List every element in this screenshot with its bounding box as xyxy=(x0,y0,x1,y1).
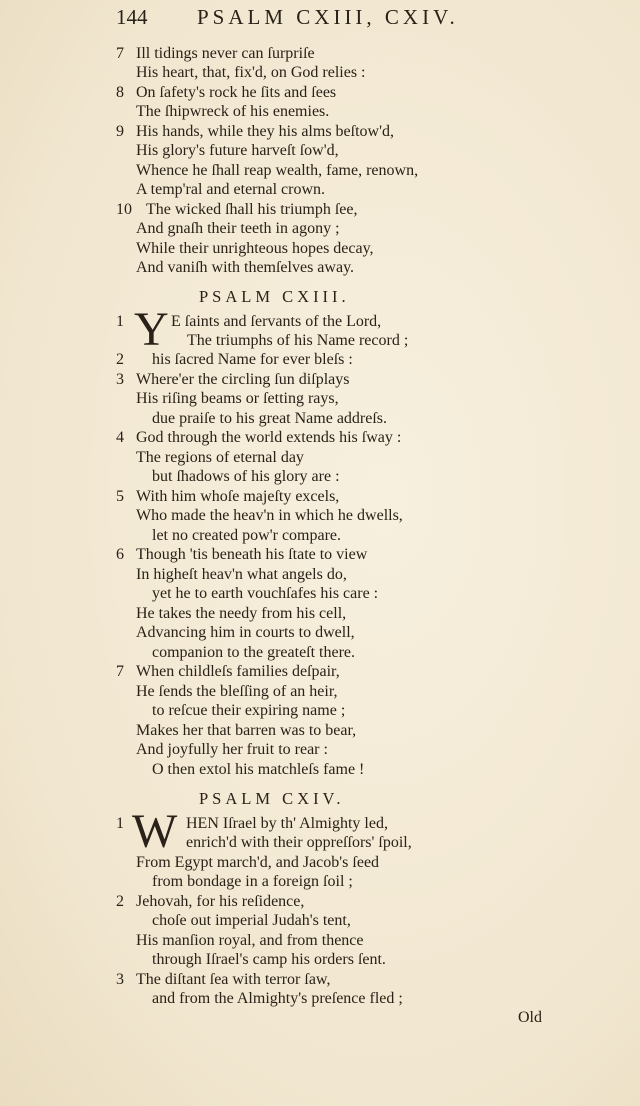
verse-line: The diſtant ſea with terror ſaw, xyxy=(136,971,331,988)
verse-line: let no created pow'r compare. xyxy=(152,527,342,544)
verse-line: Makes her that barren was to bear, xyxy=(136,722,357,739)
verse-number: 2 xyxy=(116,351,124,368)
verse-line: Jehovah, for his reſidence, xyxy=(136,893,305,910)
verse-line: enrich'd with their oppreſſors' ſpoil, xyxy=(186,834,412,851)
verse-line: And joyfully her fruit to rear : xyxy=(136,741,328,758)
verse-line: When childleſs families deſpair, xyxy=(136,663,340,680)
verse-line: God through the world extends his ſway : xyxy=(136,429,402,446)
catchword: Old xyxy=(518,1009,542,1026)
verse-line: from bondage in a foreign ſoil ; xyxy=(152,873,353,890)
verse-line: And gnaſh their teeth in agony ; xyxy=(136,220,340,237)
verse-number: 6 xyxy=(116,546,124,563)
verse-line: Whence he ſhall reap wealth, fame, renown, xyxy=(136,162,419,179)
verse-line: While their unrighteous hopes decay, xyxy=(136,240,374,257)
verse-line: and from the Almighty's preſence fled ; xyxy=(152,990,403,1007)
verse-line: Where'er the circling ſun diſplays xyxy=(136,371,350,388)
verse-line: On ſafety's rock he ſits and ſees xyxy=(136,84,337,101)
verse-line: through Iſrael's camp his orders ſent. xyxy=(152,951,386,968)
verse-line: With him whoſe majeſty excels, xyxy=(136,488,340,505)
verse-number: 7 xyxy=(116,663,124,680)
verse-line: The wicked ſhall his triumph ſee, xyxy=(146,201,358,218)
verse-line: his ſacred Name for ever bleſs : xyxy=(152,351,353,368)
verse-line: to reſcue their expiring name ; xyxy=(152,702,346,719)
verse-line: The ſhipwreck of his enemies. xyxy=(136,103,330,120)
psalm-114-title: PSALM CXIV. xyxy=(199,789,345,808)
verse-line: due praiſe to his great Name addreſs. xyxy=(152,410,388,427)
verse-line: His riſing beams or ſetting rays, xyxy=(136,390,339,407)
verse-number: 2 xyxy=(116,893,124,910)
verse-line: His heart, that, fix'd, on God relies : xyxy=(136,64,366,81)
verse-number: 9 xyxy=(116,123,124,140)
verse-number: 8 xyxy=(116,84,124,101)
drop-cap: W xyxy=(132,805,178,858)
verse-line: Advancing him in courts to dwell, xyxy=(136,624,355,641)
page-number: 144 xyxy=(116,5,148,29)
verse-line: And vaniſh with themſelves away. xyxy=(136,259,355,276)
verse-line: yet he to earth vouchſafes his care : xyxy=(152,585,379,602)
verse-number: 1 xyxy=(116,313,124,330)
verse-line: In higheſt heav'n what angels do, xyxy=(136,566,347,583)
verse-line: companion to the greateſt there. xyxy=(152,644,356,661)
verse-line: but ſhadows of his glory are : xyxy=(152,468,340,485)
verse-line: His hands, while they his alms beſtow'd, xyxy=(136,123,394,140)
verse-line: He ſends the bleſſing of an heir, xyxy=(136,683,338,700)
verse-number: 1 xyxy=(116,815,124,832)
verse-line: Ill tidings never can ſurpriſe xyxy=(136,45,315,62)
verse-line: Though 'tis beneath his ſtate to view xyxy=(136,546,368,563)
verse-line: choſe out imperial Judah's tent, xyxy=(152,912,351,929)
verse-line: Who made the heav'n in which he dwells, xyxy=(136,507,403,524)
verse-line: From Egypt march'd, and Jacob's ſeed xyxy=(136,854,380,871)
drop-cap: Y xyxy=(134,303,169,356)
verse-number: 5 xyxy=(116,488,124,505)
verse-number: 7 xyxy=(116,45,124,62)
running-head: PSALM CXIII, CXIV. xyxy=(197,5,459,29)
verse-line: O then extol his matchleſs fame ! xyxy=(152,761,365,778)
verse-line: E ſaints and ſervants of the Lord, xyxy=(171,313,382,330)
verse-number: 4 xyxy=(116,429,124,446)
verse-number: 3 xyxy=(116,971,124,988)
verse-line: The triumphs of his Name record ; xyxy=(187,332,409,349)
verse-line: His manſion royal, and from thence xyxy=(136,932,364,949)
verse-line: He takes the needy from his cell, xyxy=(136,605,347,622)
verse-line: HEN Iſrael by th' Almighty led, xyxy=(186,815,388,832)
psalm-113-title: PSALM CXIII. xyxy=(199,287,350,306)
verse-line: His glory's future harveſt ſow'd, xyxy=(136,142,339,159)
verse-number: 3 xyxy=(116,371,124,388)
verse-number: 10 xyxy=(116,201,132,218)
verse-line: The regions of eternal day xyxy=(136,449,304,466)
verse-line: A temp'ral and eternal crown. xyxy=(136,181,326,198)
